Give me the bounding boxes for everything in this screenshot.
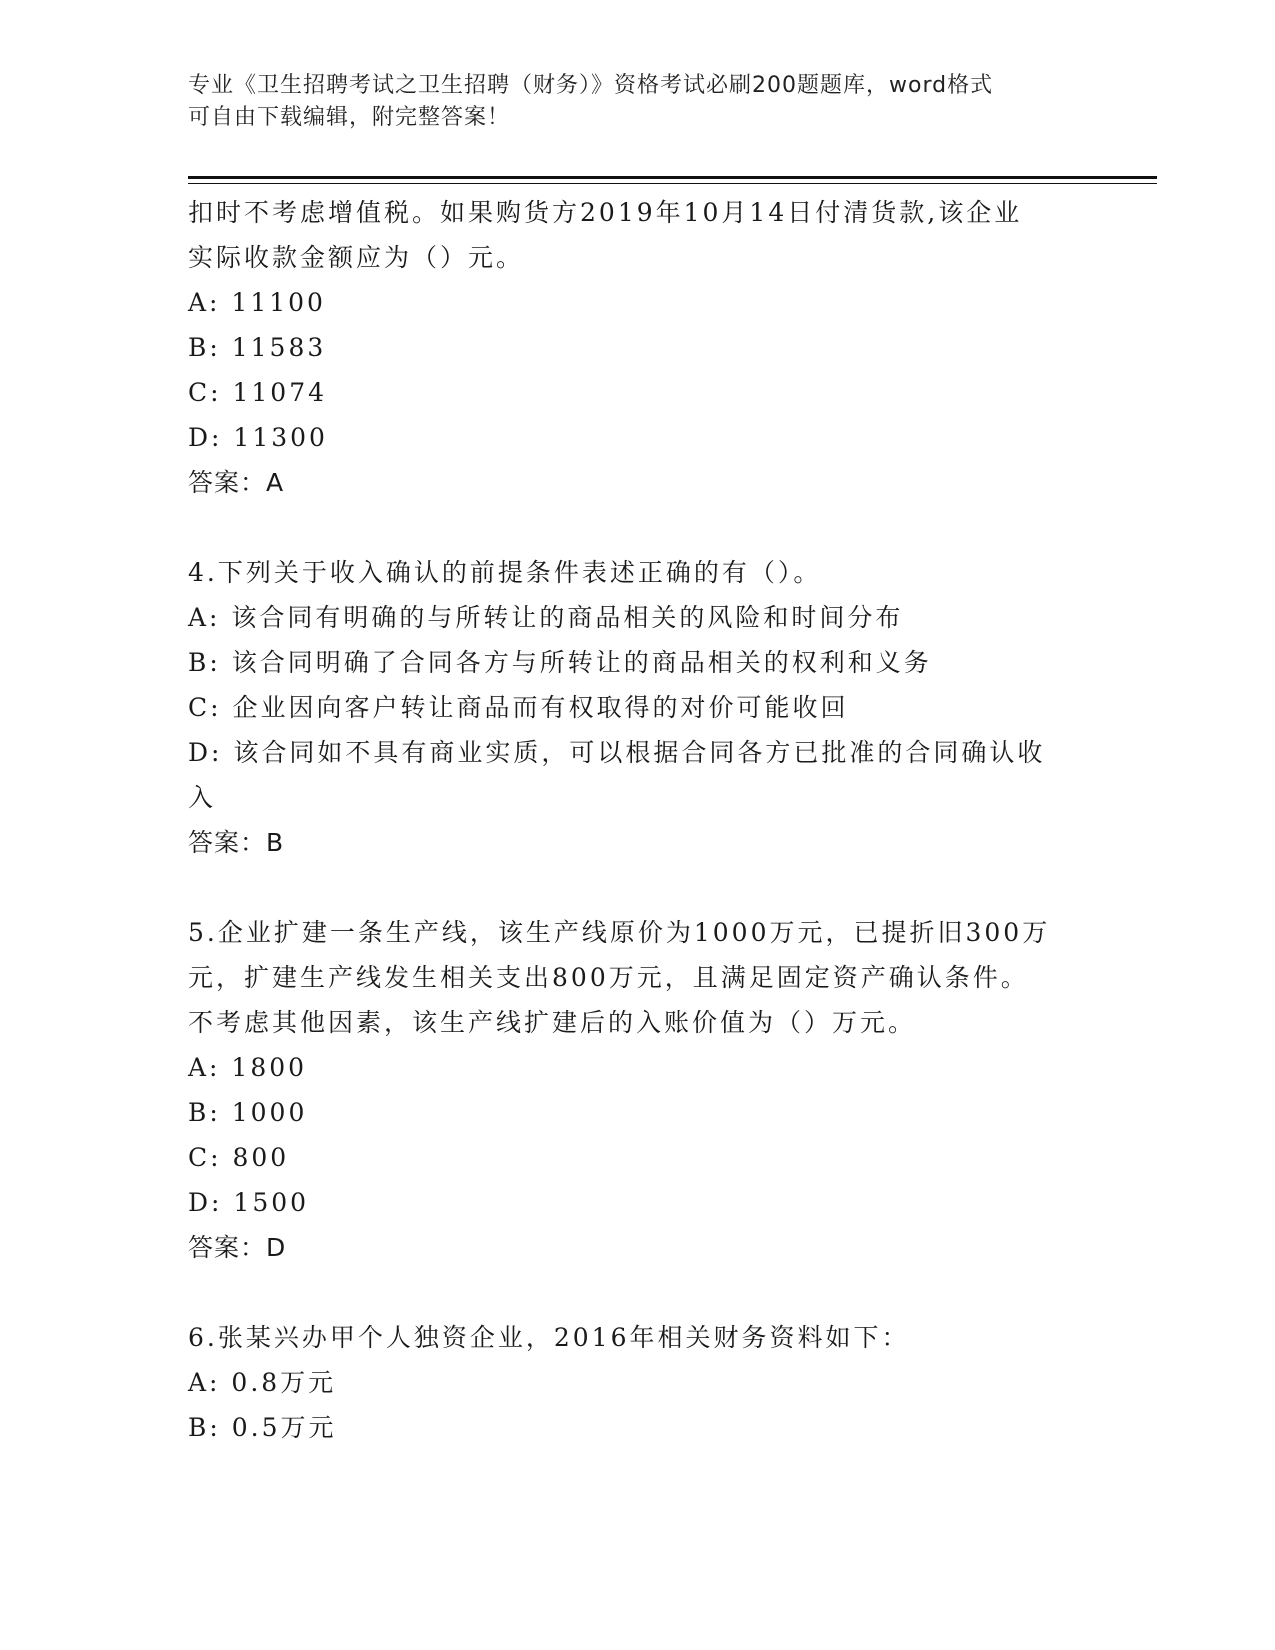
question-block <box>188 910 1088 1270</box>
question-list <box>188 190 1088 1450</box>
answer-key: 答案：D <box>188 1233 287 1262</box>
header-line-1: 专业《卫生招聘考试之卫生招聘（财务）》资格考试必刷200题题库，word格式 <box>188 73 994 98</box>
answer-option: A: 11100 <box>188 288 326 317</box>
question-stem-line: 6.张某兴办甲个人独资企业，2016年相关财务资料如下： <box>188 1323 910 1352</box>
question-stem-line: 4.下列关于收入确认的前提条件表述正确的有（）。 <box>188 558 822 587</box>
question-stem-line: 不考虑其他因素，该生产线扩建后的入账价值为（）万元。 <box>188 1008 917 1037</box>
question-block <box>188 550 1088 865</box>
question-stem-line: 元，扩建生产线发生相关支出800万元，且满足固定资产确认条件。 <box>188 963 1029 992</box>
answer-option: B: 11583 <box>188 333 327 362</box>
answer-option: A: 1800 <box>188 1053 308 1082</box>
document-header <box>188 70 1088 134</box>
answer-option: A: 该合同有明确的与所转让的商品相关的风险和时间分布 <box>188 603 904 632</box>
answer-key: 答案：A <box>188 468 285 497</box>
answer-key: 答案：B <box>188 828 285 857</box>
answer-option: D: 1500 <box>188 1188 310 1217</box>
answer-option: B: 1000 <box>188 1098 308 1127</box>
header-divider-thin <box>188 183 1157 184</box>
question-stem-line: 5.企业扩建一条生产线，该生产线原价为1000万元，已提折旧300万 <box>188 918 1051 947</box>
question-block <box>188 1315 1088 1450</box>
answer-option: B: 0.5万元 <box>188 1413 337 1442</box>
question-stem-line: 扣时不考虑增值税。如果购货方2019年10月14日付清货款,该企业 <box>188 198 1023 227</box>
header-divider <box>188 176 1157 179</box>
question-block <box>188 190 1088 505</box>
answer-option: 入 <box>188 783 217 812</box>
answer-option: C: 企业因向客户转让商品而有权取得的对价可能收回 <box>188 693 849 722</box>
answer-option: D: 该合同如不具有商业实质，可以根据合同各方已批准的合同确认收 <box>188 738 1046 767</box>
question-stem-line: 实际收款金额应为（）元。 <box>188 243 525 272</box>
header-line-2: 可自由下载编辑，附完整答案！ <box>188 105 511 130</box>
answer-option: C: 800 <box>188 1143 290 1172</box>
answer-option: D: 11300 <box>188 423 328 452</box>
answer-option: B: 该合同明确了合同各方与所转让的商品相关的权利和义务 <box>188 648 932 677</box>
answer-option: C: 11074 <box>188 378 328 407</box>
answer-option: A: 0.8万元 <box>188 1368 337 1397</box>
